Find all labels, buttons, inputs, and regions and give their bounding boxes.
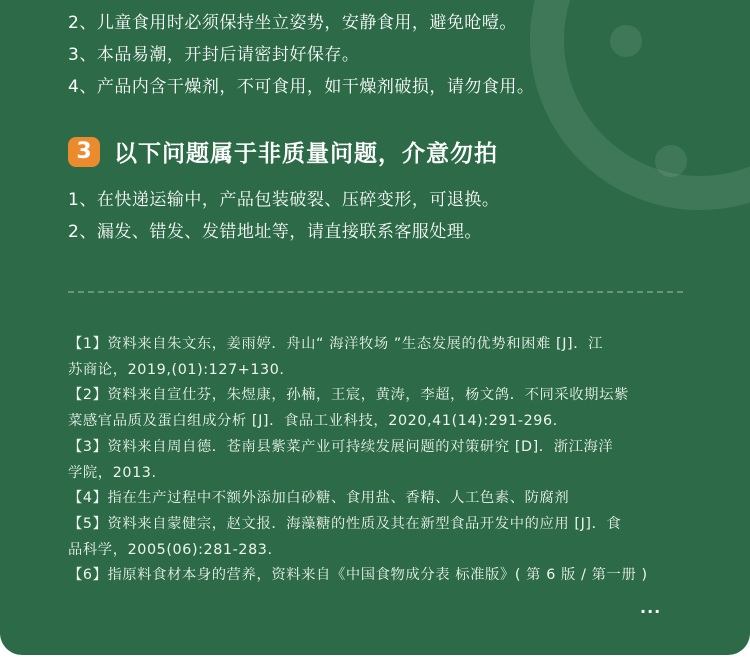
section-number-badge: 3 [68,137,100,167]
reference-line: 【3】资料来自周自德．苍南县紫菜产业可持续发展问题的对策研究 [D]．浙江海洋 [68,438,614,455]
usage-notes [68,7,534,103]
decorative-dot-icon [655,145,687,177]
section-3-items [68,184,499,248]
decorative-dot-icon [610,25,642,57]
more-ellipsis: ... [640,598,662,617]
references-list [68,332,680,589]
dashed-divider [68,291,683,293]
note-item: 4、产品内含干燥剂，不可食用，如干燥剂破损，请勿食用。 [68,77,535,97]
reference-line: 菜感官品质及蛋白组成分析 [J]．食品工业科技，2020,41(14):291-296. [68,413,558,430]
reference-line: 学院，2013. [68,464,157,481]
reference-line: 【5】资料来自蒙健宗，赵文报．海藻糖的性质及其在新型食品开发中的应用 [J]．食 [68,515,622,532]
reference-line: 品科学，2005(06):281-283. [68,541,273,558]
reference-line: 【6】指原料食材本身的营养，资料来自《中国食物成分表 标准版》( 第 6 版 / 第一册 ) [68,567,648,584]
section-title: 以下问题属于非质量问题，介意勿拍 [114,141,498,167]
section-item: 2、漏发、错发、发错地址等，请直接联系客服处理。 [68,222,482,242]
reference-line: 【2】资料来自宣仕芬，朱煜康，孙楠，王宸，黄涛，李超，杨文鸽．不同采收期坛紫 [68,387,629,404]
note-item: 3、本品易潮，开封后请密封好保存。 [68,45,360,65]
section-item: 1、在快递运输中，产品包装破裂、压碎变形，可退换。 [68,190,500,210]
decorative-ring-icon [530,0,750,210]
reference-line: 【1】资料来自朱文东，姜雨婷．舟山“ 海洋牧场 ”生态发展的优势和困难 [J]．江 [68,336,604,352]
reference-line: 【4】指在生产过程中不额外添加白砂糖、食用盐、香精、人工色素、防腐剂 [68,490,570,507]
note-item: 2、儿童食用时必须保持坐立姿势，安静食用，避免呛噎。 [68,13,517,33]
reference-line: 苏商论，2019,(01):127+130. [68,361,285,378]
section-3-header [68,135,498,168]
